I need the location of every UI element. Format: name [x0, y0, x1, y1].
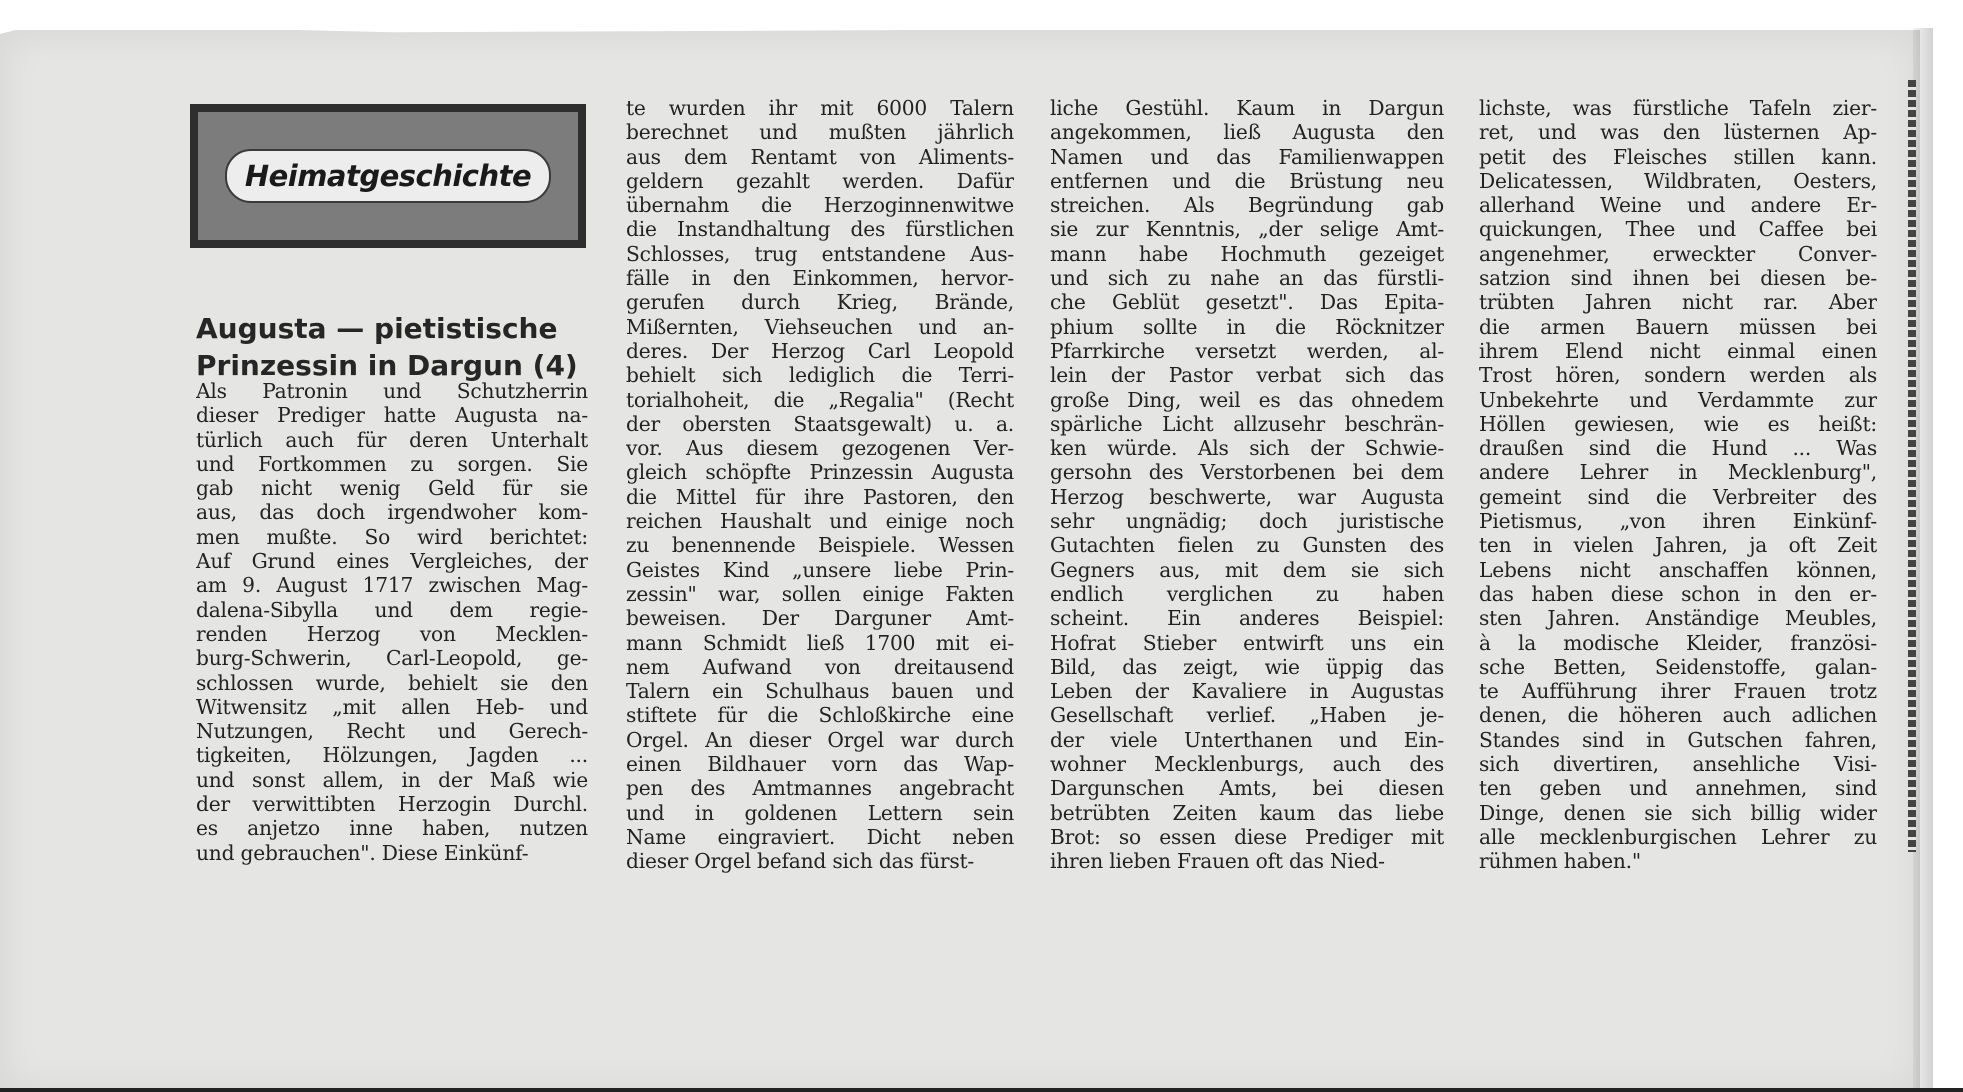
- text-line: türlich auch für deren Unterhalt: [196, 427, 588, 452]
- text-line: Schlosses, trug entstandene Aus-: [626, 241, 1014, 266]
- text-line: mann habe Hochmuth gezeiget: [1050, 241, 1444, 266]
- text-line: dalena-Sibylla und dem regie-: [196, 597, 588, 622]
- text-line: ret, und was den lüsternen Ap-: [1479, 120, 1877, 145]
- headline-line-2: Prinzessin in Dargun (4): [196, 349, 578, 382]
- text-line: gleich schöpfte Prinzessin Augusta: [626, 460, 1014, 485]
- text-line: phium sollte in die Röcknitzer: [1050, 314, 1444, 339]
- text-line: Namen und das Familienwappen: [1050, 144, 1444, 169]
- text-line: liche Gestühl. Kaum in Dargun: [1050, 96, 1444, 120]
- text-line: ken würde. Als sich der Schwie-: [1050, 436, 1444, 461]
- text-line: und in goldenen Lettern sein: [626, 800, 1014, 825]
- text-line: Witwensitz „mit allen Heb- und: [196, 694, 588, 719]
- text-line: burg-Schwerin, Carl-Leopold, ge-: [196, 646, 588, 671]
- text-line: der viele Unterthanen und Ein-: [1050, 727, 1444, 752]
- text-line: Höllen gewiesen, wie es heißt:: [1479, 411, 1877, 436]
- text-line: ihren lieben Frauen oft das Nied-: [1050, 849, 1385, 874]
- text-line: men mußte. So wird berichtet:: [196, 524, 588, 549]
- text-line: trübten Jahren nicht rar. Aber: [1479, 290, 1877, 315]
- text-line: andere Lehrer in Mecklenburg",: [1479, 460, 1877, 485]
- text-line: tigkeiten, Hölzungen, Jagden ...: [196, 743, 588, 768]
- section-header-box: [190, 104, 586, 248]
- text-line: stiftete für die Schloßkirche eine: [626, 703, 1014, 728]
- text-line: Nutzungen, Recht und Gerech-: [196, 719, 588, 744]
- text-line: Leben der Kavaliere in Augustas: [1050, 679, 1444, 704]
- text-line: der obersten Staatsgewalt) u. a.: [626, 411, 1014, 436]
- text-line: sich divertiren, ansehliche Visi-: [1479, 752, 1877, 777]
- text-line: sche Betten, Seidenstoffe, galan-: [1479, 654, 1877, 679]
- torn-top-edge: [0, 0, 1963, 34]
- text-line: vor. Aus diesem gezogenen Ver-: [626, 436, 1014, 461]
- text-line: gab nicht wenig Geld für sie: [196, 476, 588, 501]
- text-line: die armen Bauern müssen bei: [1479, 314, 1877, 339]
- text-line: schlossen wurde, behielt sie den: [196, 670, 588, 695]
- text-line: Mißernten, Viehseuchen und an-: [626, 314, 1014, 339]
- text-line: Orgel. An dieser Orgel war durch: [626, 727, 1014, 752]
- headline-line-1: Augusta — pietistische: [196, 312, 558, 345]
- text-line: geldern gezahlt werden. Dafür: [626, 168, 1014, 193]
- text-line: sten Jahren. Anständige Meubles,: [1479, 606, 1877, 631]
- text-line: Herzog beschwerte, war Augusta: [1050, 484, 1444, 509]
- text-line: torialhoheit, die „Regalia" (Recht: [626, 387, 1014, 412]
- text-line: zessin" war, sollen einige Fakten: [626, 581, 1014, 606]
- text-line: die Instandhaltung des fürstlichen: [626, 217, 1014, 242]
- text-line: Talern ein Schulhaus bauen und: [626, 679, 1014, 704]
- text-line: behielt sich lediglich die Terri-: [626, 363, 1014, 388]
- text-line: endlich verglichen zu haben: [1050, 581, 1444, 606]
- text-line: und sich zu nahe an das fürstli-: [1050, 266, 1444, 291]
- text-line: und gebrauchen". Diese Einkünf-: [196, 840, 529, 865]
- text-line: Gesellschaft verlief. „Haben je-: [1050, 703, 1444, 728]
- text-line: scheint. Ein anderes Beispiel:: [1050, 606, 1444, 631]
- text-line: Standes sind in Gutschen fahren,: [1479, 727, 1877, 752]
- text-line: die Mittel für ihre Pastoren, den: [626, 484, 1014, 509]
- text-line: à la modische Kleider, französi-: [1479, 630, 1877, 655]
- text-line: gemeint sind die Verbreiter des: [1479, 484, 1877, 509]
- text-line: lein der Pastor verbat sich das: [1050, 363, 1444, 388]
- text-line: ten geben und annehmen, sind: [1479, 776, 1877, 801]
- text-line: Gutachten fielen zu Gunsten des: [1050, 533, 1444, 558]
- text-line: deres. Der Herzog Carl Leopold: [626, 338, 1014, 363]
- text-line: rühmen haben.": [1479, 849, 1641, 874]
- text-line: alle mecklenburgischen Lehrer zu: [1479, 824, 1877, 849]
- text-line: mann Schmidt ließ 1700 mit ei-: [626, 630, 1014, 655]
- text-line: Unbekehrte und Verdammte zur: [1479, 387, 1877, 412]
- section-header-inner: [198, 112, 578, 240]
- text-line: betrübten Zeiten kaum das liebe: [1050, 800, 1444, 825]
- text-line: petit des Fleisches stillen kann.: [1479, 144, 1877, 169]
- text-line: sie zur Kenntnis, „der selige Amt-: [1050, 217, 1444, 242]
- text-line: Dinge, denen sie sich billig wider: [1479, 800, 1877, 825]
- text-line: Bild, das zeigt, wie üppig das: [1050, 654, 1444, 679]
- text-line: Auf Grund eines Vergleiches, der: [196, 549, 588, 574]
- text-line: nem Aufwand von dreitausend: [626, 654, 1014, 679]
- text-line: am 9. August 1717 zwischen Mag-: [196, 573, 588, 598]
- text-line: beweisen. Der Darguner Amt-: [626, 606, 1014, 631]
- text-line: Delicatessen, Wildbraten, Oesters,: [1479, 168, 1877, 193]
- text-line: angekommen, ließ Augusta den: [1050, 120, 1444, 145]
- text-line: entfernen und die Brüstung neu: [1050, 168, 1444, 193]
- text-line: gersohn des Verstorbenen bei dem: [1050, 460, 1444, 485]
- text-line: dieser Orgel befand sich das fürst-: [626, 849, 975, 874]
- text-line: Als Patronin und Schutzherrin: [196, 379, 588, 403]
- text-line: allerhand Weine und andere Er-: [1479, 193, 1877, 218]
- text-line: Name eingraviert. Dicht neben: [626, 824, 1014, 849]
- text-line: te Aufführung ihrer Frauen trotz: [1479, 679, 1877, 704]
- text-line: und sonst allem, in der Maß wie: [196, 767, 588, 792]
- text-line: ihrem Elend nicht einmal einen: [1479, 338, 1877, 363]
- scan-margin-bar: [1908, 80, 1916, 852]
- text-line: es anjetzo inne haben, nutzen: [196, 816, 588, 841]
- text-line: spärliche Licht allzusehr beschrän-: [1050, 411, 1444, 436]
- text-line: zu benennende Beispiele. Wessen: [626, 533, 1014, 558]
- text-line: wohner Mecklenburgs, auch des: [1050, 752, 1444, 777]
- text-line: aus, das doch irgendwoher kom-: [196, 500, 588, 525]
- text-line: sehr ungnädig; doch juristische: [1050, 509, 1444, 534]
- article-column-2: [626, 96, 1014, 874]
- text-line: angenehmer, erweckter Conver-: [1479, 241, 1877, 266]
- text-line: Gegners aus, mit dem sie sich: [1050, 557, 1444, 582]
- text-line: dieser Prediger hatte Augusta na-: [196, 403, 588, 428]
- text-line: Brot: so essen diese Prediger mit: [1050, 824, 1444, 849]
- text-line: quickungen, Thee und Caffee bei: [1479, 217, 1877, 242]
- text-line: streichen. Als Begründung gab: [1050, 193, 1444, 218]
- article-column-4: [1479, 96, 1877, 874]
- text-line: satzion sind ihnen bei diesen be-: [1479, 266, 1877, 291]
- text-line: Pfarrkirche versetzt werden, al-: [1050, 338, 1444, 363]
- text-line: einen Bildhauer vorn das Wap-: [626, 752, 1014, 777]
- text-line: Lebens nicht anschaffen können,: [1479, 557, 1877, 582]
- text-line: draußen sind die Hund ... Was: [1479, 436, 1877, 461]
- text-line: pen des Amtmannes angebracht: [626, 776, 1014, 801]
- text-line: Geistes Kind „unsere liebe Prin-: [626, 557, 1014, 582]
- article-column-1: [196, 379, 588, 865]
- article-column-3: [1050, 96, 1444, 874]
- article-headline: [196, 310, 586, 384]
- text-line: che Geblüt gesetzt". Das Epita-: [1050, 290, 1444, 315]
- text-line: lichste, was fürstliche Tafeln zier-: [1479, 96, 1877, 120]
- text-line: te wurden ihr mit 6000 Talern: [626, 96, 1014, 120]
- text-line: Dargunschen Amts, bei diesen: [1050, 776, 1444, 801]
- section-header-label: Heimatgeschichte: [225, 149, 551, 203]
- text-line: reichen Haushalt und einige noch: [626, 509, 1014, 534]
- text-line: übernahm die Herzoginnenwitwe: [626, 193, 1014, 218]
- text-line: und Fortkommen zu sorgen. Sie: [196, 451, 588, 476]
- text-line: Trost hören, sondern werden als: [1479, 363, 1877, 388]
- text-line: das haben diese schon in den er-: [1479, 581, 1877, 606]
- text-line: ten in vielen Jahren, ja oft Zeit: [1479, 533, 1877, 558]
- text-line: Pietismus, „von ihren Einkünf-: [1479, 509, 1877, 534]
- text-line: berechnet und mußten jährlich: [626, 120, 1014, 145]
- text-line: renden Herzog von Mecklen-: [196, 621, 588, 646]
- text-line: Hofrat Stieber entwirft uns ein: [1050, 630, 1444, 655]
- scan-bottom-edge: [0, 1088, 1963, 1092]
- fold-shadow: [1913, 28, 1933, 1092]
- text-line: denen, die höheren auch adlichen: [1479, 703, 1877, 728]
- text-line: der verwittibten Herzogin Durchl.: [196, 792, 588, 817]
- text-line: gerufen durch Krieg, Brände,: [626, 290, 1014, 315]
- text-line: große Ding, weil es das ohnedem: [1050, 387, 1444, 412]
- text-line: fälle in den Einkommen, hervor-: [626, 266, 1014, 291]
- text-line: aus dem Rentamt von Aliments-: [626, 144, 1014, 169]
